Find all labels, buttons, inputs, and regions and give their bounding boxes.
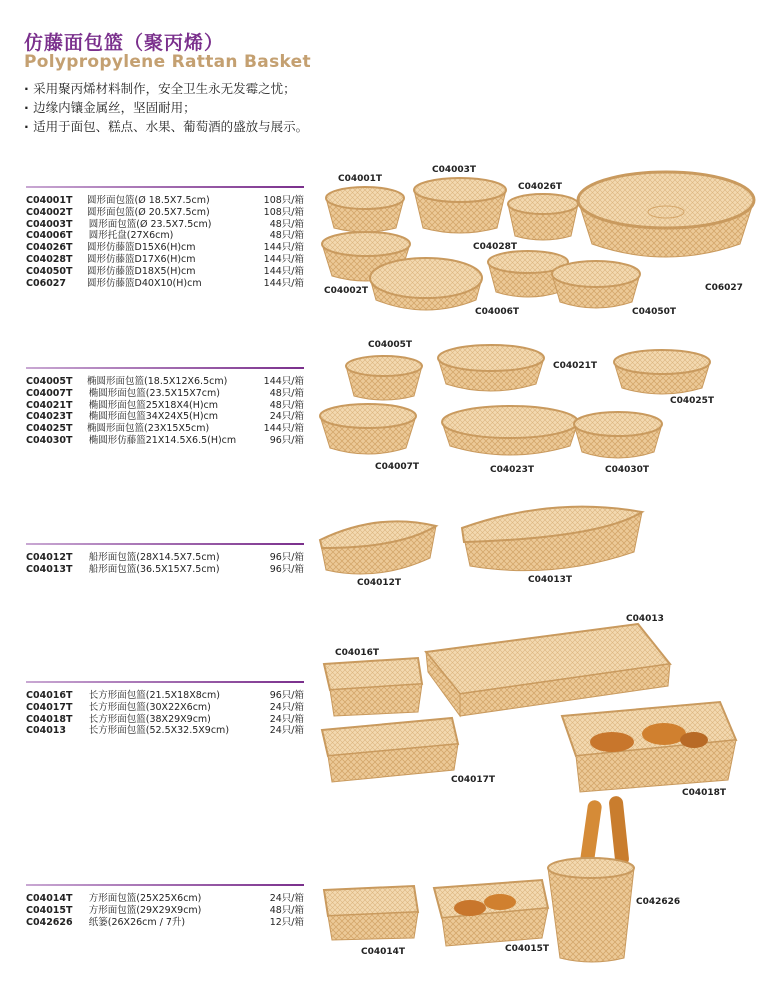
rect-basket-c04017t-photo: [322, 718, 458, 782]
round-basket-c04026t-photo: [508, 194, 578, 240]
item-qty: 48只/箱: [269, 399, 304, 411]
item-qty: 24只/箱: [269, 701, 304, 713]
item-qty: 144只/箱: [263, 253, 304, 265]
feature-item: · 适用于面包、糕点、水果、葡萄酒的盛放与展示。: [24, 117, 308, 136]
photo-label: C04025T: [670, 396, 715, 406]
photo-label: C04016T: [335, 648, 380, 658]
photo-label: C04013: [626, 614, 664, 624]
item-desc: 椭圆形面包篮(18.5X12X6.5cm): [87, 376, 228, 387]
item-qty: 12只/箱: [269, 916, 304, 928]
photo-label: C04015T: [505, 944, 550, 954]
photo-label: C04001T: [338, 174, 383, 184]
boat-basket-c04012t-photo: [320, 521, 436, 574]
round-basket-c04006t-photo: [370, 258, 482, 310]
item-code: C04002T: [26, 206, 73, 218]
photo-label: C04023T: [490, 465, 535, 475]
item-desc: 椭圆形仿藤篮21X14.5X6.5(H)cm: [88, 434, 237, 446]
waste-bin-c042626-photo: [548, 795, 634, 962]
item-desc: 长方形面包篮(30X22X6cm): [88, 701, 211, 713]
item-code: C04017T: [26, 701, 73, 713]
photo-label: C042626: [636, 897, 681, 907]
item-desc: 圆形仿藤篮D18X5(H)cm: [87, 265, 196, 277]
item-qty: 48只/箱: [269, 904, 304, 916]
item-code: C04013T: [26, 563, 73, 575]
item-qty: 96只/箱: [269, 552, 304, 563]
item-qty: 96只/箱: [269, 690, 304, 701]
square-basket-c04015t-photo: [434, 880, 548, 946]
oval-basket-c04005t-photo: [346, 356, 422, 400]
item-qty: 144只/箱: [263, 265, 304, 277]
item-code: C04018T: [26, 713, 73, 725]
item-desc: 椭圆形面包篮25X18X4(H)cm: [88, 399, 219, 411]
item-desc: 方形面包篮(25X25X6cm): [88, 893, 202, 904]
item-qty: 96只/箱: [269, 563, 304, 575]
photo-label: C04050T: [632, 307, 677, 317]
round-basket-c06027-photo: [578, 172, 754, 257]
item-desc: 圆形仿藤篮D15X6(H)cm: [87, 242, 196, 254]
item-desc: 长方形面包篮(52.5X32.5X9cm): [88, 725, 230, 737]
photo-label: C04007T: [375, 462, 420, 472]
item-code: C04021T: [26, 399, 73, 411]
photo-label: C04030T: [605, 465, 650, 475]
item-qty: 108只/箱: [263, 206, 304, 218]
item-code: C04016T: [26, 690, 73, 701]
item-desc: 圆形仿藤篮D40X10(H)cm: [87, 277, 202, 289]
page-title-en: Polypropylene Rattan Basket: [24, 52, 311, 72]
photo-label: C04012T: [357, 578, 402, 588]
item-code: C042626: [26, 916, 73, 928]
item-desc: 船形面包篮(36.5X15X7.5cm): [88, 563, 220, 575]
item-code: C04050T: [26, 265, 73, 277]
item-code: C06027: [26, 277, 67, 289]
item-desc: 船形面包篮(28X14.5X7.5cm): [88, 552, 220, 563]
item-code: C04015T: [26, 904, 73, 916]
item-desc: 圆形面包篮(Ø 18.5X7.5cm): [87, 195, 210, 206]
photo-label: C06027: [705, 283, 743, 293]
item-qty: 144只/箱: [263, 277, 304, 289]
item-code: C04007T: [26, 387, 73, 399]
oval-basket-c04023t-photo: [442, 406, 578, 455]
square-basket-c04014t-photo: [324, 886, 418, 940]
photo-label: C04017T: [451, 775, 496, 785]
photo-label: C04002T: [324, 286, 369, 296]
item-desc: 椭圆形面包篮34X24X5(H)cm: [88, 411, 219, 423]
photo-label: C04018T: [682, 788, 727, 798]
item-code: C04005T: [26, 376, 73, 387]
item-qty: 48只/箱: [269, 387, 304, 399]
photo-label: C04028T: [473, 242, 518, 252]
oval-basket-c04007t-photo: [320, 404, 416, 454]
item-qty: 144只/箱: [263, 423, 304, 435]
round-basket-c04003t-photo: [414, 178, 506, 233]
item-qty: 48只/箱: [269, 218, 304, 230]
item-qty: 24只/箱: [269, 893, 304, 904]
item-code: C04013: [26, 725, 67, 737]
photo-label: C04026T: [518, 182, 563, 192]
item-desc: 圆形托盘(27X6cm): [88, 230, 174, 242]
item-qty: 108只/箱: [263, 195, 304, 206]
page-title-cn: 仿藤面包篮（聚丙烯）: [24, 32, 225, 54]
item-code: C04012T: [26, 552, 73, 563]
round-basket-c04001t-photo: [326, 187, 404, 232]
item-code: C04025T: [26, 423, 73, 435]
item-code: C04023T: [26, 411, 73, 423]
item-code: C04003T: [26, 218, 73, 230]
oval-basket-c04030t-photo: [574, 412, 662, 458]
item-code: C04028T: [26, 253, 73, 265]
boat-basket-c04013t-photo: [462, 507, 642, 571]
item-desc: 长方形面包篮(21.5X18X8cm): [88, 690, 220, 701]
photo-label: C04021T: [553, 361, 598, 371]
item-qty: 144只/箱: [263, 242, 304, 254]
feature-item: · 边缘内镶金属丝，坚固耐用；: [24, 98, 308, 117]
item-desc: 长方形面包篮(38X29X9cm): [88, 713, 211, 725]
item-code: C04030T: [26, 434, 73, 446]
item-desc: 椭圆形面包篮(23.5X15X7cm): [88, 387, 220, 399]
item-qty: 24只/箱: [269, 411, 304, 423]
oval-basket-c04021t-photo: [438, 345, 544, 391]
item-code: C04006T: [26, 230, 73, 242]
round-basket-c04050t-photo: [552, 261, 640, 308]
rect-basket-c04018t-photo: [562, 702, 736, 792]
photo-label: C04014T: [361, 947, 406, 957]
item-desc: 方形面包篮(29X29X9cm): [88, 904, 202, 916]
item-desc: 圆形面包篮(Ø 23.5X7.5cm): [88, 218, 212, 230]
feature-item: · 采用聚丙烯材料制作，安全卫生永无发霉之忧；: [24, 79, 308, 98]
rect-basket-c04016t-photo: [324, 658, 422, 716]
item-qty: 144只/箱: [263, 376, 304, 387]
item-qty: 24只/箱: [269, 713, 304, 725]
item-qty: 24只/箱: [269, 725, 304, 737]
item-code: C04014T: [26, 893, 73, 904]
item-qty: 48只/箱: [269, 230, 304, 242]
rect-basket-c04013-photo: [426, 624, 670, 716]
item-desc: 纸篓(26X26cm / 7升): [88, 916, 186, 928]
photo-label: C04006T: [475, 307, 520, 317]
photo-label: C04005T: [368, 340, 413, 350]
item-desc: 圆形仿藤篮D17X6(H)cm: [87, 253, 196, 265]
item-code: C04026T: [26, 242, 73, 254]
item-code: C04001T: [26, 195, 73, 206]
oval-basket-c04025t-photo: [614, 350, 710, 394]
photo-label: C04013T: [528, 575, 573, 585]
photo-label: C04003T: [432, 165, 477, 175]
item-desc: 圆形面包篮(Ø 20.5X7.5cm): [87, 206, 210, 218]
item-desc: 椭圆形面包篮(23X15X5cm): [87, 423, 210, 435]
item-qty: 96只/箱: [269, 434, 304, 446]
